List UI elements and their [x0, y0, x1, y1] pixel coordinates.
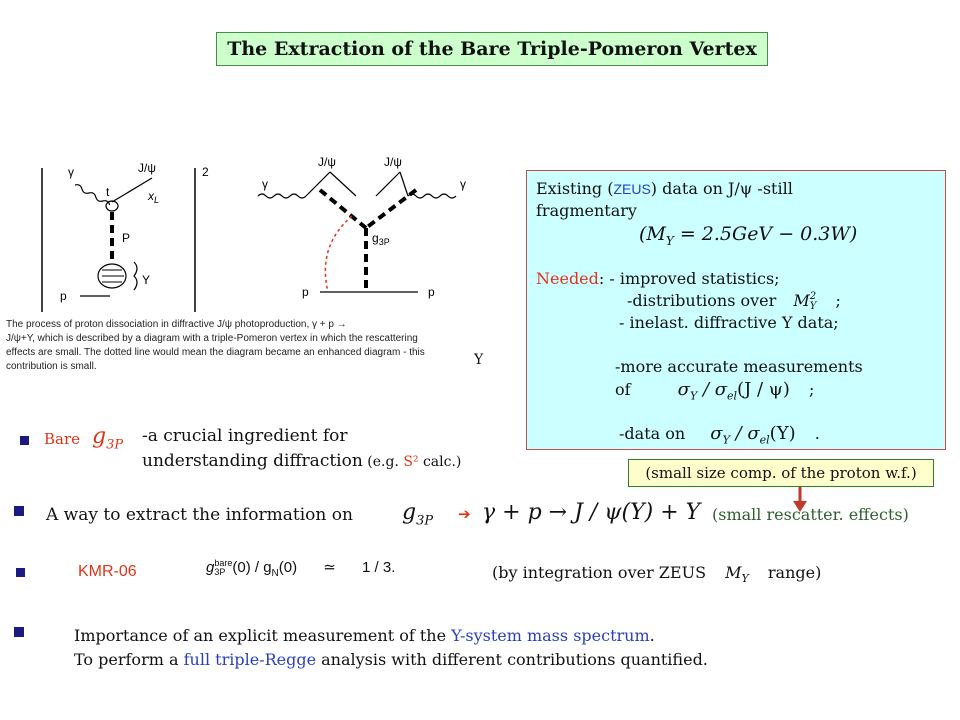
rescatter-note: (small rescatter. effects)	[712, 505, 909, 524]
caption-line: The process of proton dissociation in diffractive J/ψ photoproduction, γ + p →	[6, 319, 347, 330]
bullet-2-text: A way to extract the information on	[46, 505, 353, 525]
pomeron-dashed-right1	[320, 190, 366, 228]
svg-text:J/ψ: J/ψ	[384, 155, 402, 169]
label-gamma-left: γ	[68, 165, 74, 179]
figure-caption	[6, 318, 506, 374]
kmr-formula: g bare 3P $(0) / g_N(0)$ ≃ 1 / 3.	[206, 558, 396, 579]
svg-text:p: p	[302, 285, 309, 299]
bullet-1-line2: understanding diffraction (e.g. S² calc.)	[142, 451, 462, 471]
caption-line: effects are small. The dotted line would mean the diagram became an enhanced diagram - this	[6, 347, 425, 358]
label-xl: $x_L$	[148, 189, 160, 205]
svg-text:g3P: $g_{3P}$	[372, 231, 390, 247]
photon-wavy-right2	[408, 194, 456, 198]
arrow-icon: ➔	[458, 505, 471, 523]
note-box: (small size comp. of the proton w.f.)	[628, 459, 934, 487]
bullet-4-line2: To perform a full triple-Regge analysis with different contributions quantified.	[74, 650, 708, 669]
label-y: Y	[142, 273, 151, 287]
bullet-4-line1: Importance of an explicit measurement of the Y-system mass spectrum.	[74, 626, 655, 645]
label-two: 2	[202, 165, 209, 179]
caption-line: contribution is small.	[6, 361, 97, 372]
svg-text:γ: γ	[460, 177, 466, 191]
info-box: Existing (ZEUS) data on J/ψ -still fragmentary $(M_Y = 2.5GeV - 0.3W)$ Needed: - improved statistics; -distributions over M 2 Y ; - inelast. diffractive Υ data; -more accurate measurements of $\sigma_Y / \sigma_{el}(J / \psi)$ ; -data on $\sigma_Y / \sigma_{el}(\Upsilon)$ .	[526, 170, 946, 450]
bullet-4	[14, 627, 24, 637]
bullet-1	[20, 436, 29, 445]
vertex-blob	[106, 201, 118, 211]
process-formula: γ + p → J / ψ(Υ) + Y	[482, 500, 701, 525]
jpsi-line-left	[112, 178, 152, 202]
bullet-1-line1: -a crucial ingredient for	[142, 426, 348, 446]
g3p-symbol: $g_{3P}$	[92, 424, 124, 453]
g3p-symbol-2: $g_{3P}$	[402, 500, 434, 529]
enhanced-dotted-line	[325, 216, 352, 292]
label-t: t	[106, 185, 110, 199]
label-pomeron: P	[122, 231, 131, 245]
caption-line: J/ψ+Y, which is described by a diagram with a triple-Pomeron vertex in which the rescattering	[6, 333, 418, 344]
upsilon-mark: Υ	[474, 352, 484, 368]
my-formula: $(M_Y = 2.5GeV - 0.3W)$	[639, 223, 858, 248]
kmr-label: KMR-06	[78, 563, 137, 580]
svg-text:p: p	[428, 285, 435, 299]
photon-wavy-right1	[258, 194, 306, 198]
bare-label: Bare	[44, 430, 81, 448]
slide-title: The Extraction of the Bare Triple-Pomeron Vertex	[216, 32, 768, 66]
kmr-range: (by integration over ZEUS $M_Y$ range)	[492, 563, 822, 586]
svg-text:γ: γ	[262, 177, 268, 191]
svg-text:J/ψ: J/ψ	[318, 155, 336, 169]
label-p-left: p	[60, 289, 67, 303]
bullet-3	[16, 568, 25, 577]
bullet-2	[14, 506, 24, 516]
label-jpsi-left: J/ψ	[138, 161, 156, 175]
